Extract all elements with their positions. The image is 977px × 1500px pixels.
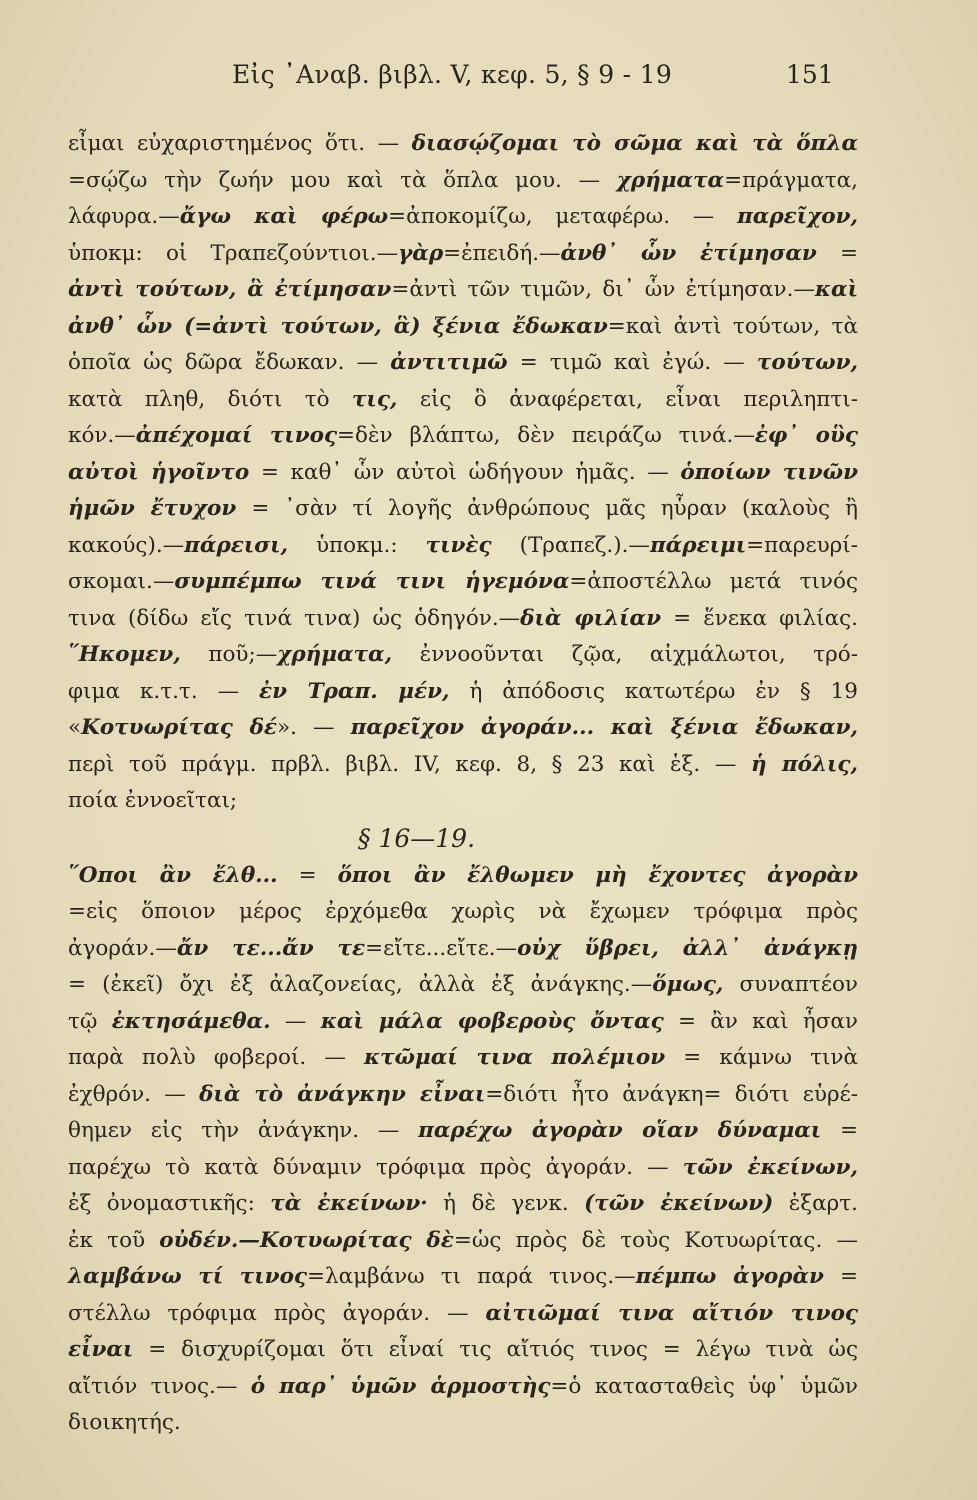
commentary-text <box>68 126 858 1442</box>
text-line: τῷ ἐκτησάμεθα. — καὶ μάλα φοβεροὺς ὄντας = ἂν καὶ ἦσαν <box>68 1008 859 1034</box>
section-heading: § 16—19. <box>358 823 476 853</box>
text-line: λάφυρα.—ἄγω καὶ φέρω=ἀποκομίζω, μεταφέρω. — παρεῖχον, <box>68 204 858 229</box>
text-line: σκομαι.—συμπέμπω τινά τινι ἡγεμόνα=ἀποστέλλω μετά τινός <box>68 569 858 594</box>
text-line: παρὰ πολὺ φοβεροί. — κτῶμαί τινα πολέμιον = κάμνω τινὰ <box>68 1045 858 1070</box>
text-line: «Κοτυωρίτας δέ». — παρεῖχον ἀγοράν... καὶ ξένια ἔδωκαν, <box>68 715 858 740</box>
lemma: γὰρ <box>398 240 444 266</box>
page-number: 151 <box>786 60 834 89</box>
lemma: διὰ φιλίαν <box>520 605 662 631</box>
lemma: ῞Οποι ἂν ἔλθ... <box>68 862 278 888</box>
lemma: καὶ <box>814 277 858 302</box>
text-line: ῞Οποι ἂν ἔλθ... = ὅποι ἂν ἔλθωμεν μὴ ἔχοντες ἀγορὰν <box>68 862 858 888</box>
page-header <box>0 56 977 96</box>
text-line: λαμβάνω τί τινος=λαμβάνω τι παρά τινος.—πέμπω ἀγορὰν = <box>68 1264 858 1289</box>
lemma: οὐχ ὕβρει, ἀλλ᾿ ἀνάγκῃ <box>517 935 858 961</box>
lemma: καὶ μάλα φοβεροὺς ὄντας <box>320 1008 664 1034</box>
lemma: οὐδέν.—Κοτυωρίτας δὲ <box>159 1227 454 1253</box>
lemma: λαμβάνω τί τινος <box>68 1264 308 1289</box>
lemma: ἀπέχομαί τινος <box>135 423 338 448</box>
text-line: περὶ τοῦ πράγμ. πρβλ. βιβλ. IV, κεφ. 8, § 23 καὶ ἑξ. — ἡ πόλις, <box>68 751 859 777</box>
lemma: πάρειμι <box>649 532 747 558</box>
lemma: τὰ ἐκείνων· <box>270 1191 428 1216</box>
lemma: τούτων, <box>756 350 858 375</box>
lemma: ἀντιτιμῶ <box>390 350 508 375</box>
lemma: χρήματα <box>616 167 725 193</box>
lemma: διασῴζομαι τὸ σῶμα καὶ τὰ ὅπλα <box>411 131 859 156</box>
lemma: ὁ παρ᾿ ὑμῶν ἁρμοστὴς <box>250 1373 551 1399</box>
text-line: ἡμῶν ἔτυχον = ᾿σὰν τί λογῆς ἀνθρώπους μᾶς ηὗραν (καλοὺς ἢ <box>68 496 858 521</box>
lemma: παρεῖχον, <box>737 204 858 229</box>
lemma: τις, <box>351 386 398 412</box>
lemma: παρεῖχον ἀγοράν... καὶ ξένια ἔδωκαν, <box>350 715 858 740</box>
lemma: ἄν τε...ἄν τε <box>176 935 366 961</box>
text-line: ἐκ τοῦ οὐδέν.—Κοτυωρίτας δὲ=ὡς πρὸς δὲ τοὺς Κοτυωρίτας. — <box>68 1227 858 1253</box>
running-title: Εἰς ᾿Αναβ. βιβλ. V, κεφ. 5, § 9 - 19 <box>232 60 673 89</box>
lemma: ἐν Τραπ. μέν, <box>259 678 450 704</box>
lemma: Κοτυωρίτας δέ <box>81 715 277 740</box>
lemma: κτῶμαί τινα πολέμιον <box>363 1045 666 1070</box>
text-line: αὐτοὶ ἡγοῖντο = καθ᾿ ὧν αὐτοὶ ὡδήγουν ἡμᾶς. — ὁποίων τινῶν <box>68 459 858 485</box>
text-line: διοικητής. <box>68 1410 181 1435</box>
lemma: διὰ τὸ ἀνάγκην εἶναι <box>199 1081 486 1107</box>
lemma: ἄγω καὶ φέρω <box>179 204 389 229</box>
lemma: συμπέμπω τινά τινι ἡγεμόνα <box>174 569 570 594</box>
text-line: θημεν εἰς τὴν ἀνάγκην. — παρέχω ἀγορὰν οἵαν δύναμαι = <box>68 1118 858 1143</box>
text-line: ἐχθρόν. — διὰ τὸ ἀνάγκην εἶναι=διότι ἦτο ἀνάγκη= διότι εὑρέ- <box>68 1081 858 1107</box>
lemma: ὅμως, <box>652 972 724 997</box>
lemma: εἶναι <box>68 1337 134 1362</box>
lemma: ἀνθ᾿ ὧν ἐτίμησαν <box>560 240 817 266</box>
text-line: =σῴζω τὴν ζωήν μου καὶ τὰ ὅπλα μου. — χρήματα=πράγματα, <box>68 167 858 193</box>
lemma: ἀντὶ τούτων, ἃ ἐτίμησαν <box>68 277 392 302</box>
text-line: ἀντὶ τούτων, ἃ ἐτίμησαν=ἀντὶ τῶν τιμῶν, δι᾿ ὧν ἐτίμησαν.—καὶ <box>68 277 858 302</box>
text-line: παρέχω τὸ κατὰ δύναμιν τρόφιμα πρὸς ἀγοράν. — τῶν ἐκείνων, <box>68 1154 859 1180</box>
text-line: =εἰς ὅποιον μέρος ἐρχόμεθα χωρὶς νὰ ἔχωμεν τρόφιμα πρὸς <box>68 899 858 924</box>
lemma: ἐφ᾿ οὓς <box>754 423 858 448</box>
lemma: ῞Ηκομεν, <box>68 642 181 667</box>
lemma: αἰτιῶμαί τινα αἴτιόν τινος <box>485 1300 859 1326</box>
text-line: εἶμαι εὐχαριστημένος ὅτι. — διασῴζομαι τὸ σῶμα καὶ τὰ ὅπλα <box>68 131 859 156</box>
lemma: (τῶν ἐκείνων) <box>584 1191 774 1216</box>
text-line: εἶναι = δισχυρίζομαι ὅτι εἶναί τις αἴτιός τινος = λέγω τινὰ ὡς <box>68 1337 858 1362</box>
lemma: ὁποίων τινῶν <box>680 459 858 485</box>
lemma: ἡ πόλις, <box>750 751 859 777</box>
lemma: παρέχω ἀγορὰν οἵαν δύναμαι <box>418 1118 822 1143</box>
text-line: τινα (δίδω εἴς τινά τινα) ὡς ὁδηγόν.—διὰ φιλίαν = ἕνεκα φιλίας. <box>68 605 859 631</box>
text-line: στέλλω τρόφιμα πρὸς ἀγοράν. — αἰτιῶμαί τινα αἴτιόν τινος <box>68 1300 859 1326</box>
text-line: = (ἐκεῖ) ὄχι ἐξ ἀλαζονείας, ἀλλὰ ἐξ ἀνάγκης.—ὅμως, συναπτέον <box>68 972 858 997</box>
text-line: ῞Ηκομεν, ποῦ;—χρήματα, ἐννοοῦνται ζῷα, αἰχμάλωτοι, τρό- <box>68 642 858 667</box>
lemma: ἀνθ᾿ ὧν (=ἀντὶ τούτων, ἃ) ξένια ἔδωκαν <box>68 313 608 339</box>
lemma: χρήματα, <box>277 642 393 667</box>
text-line: ποία ἐννοεῖται; <box>68 788 238 813</box>
text-line: ὁποῖα ὡς δῶρα ἔδωκαν. — ἀντιτιμῶ = τιμῶ καὶ ἐγώ. — τούτων, <box>68 350 858 375</box>
lemma: ὅποι ἂν ἔλθωμεν μὴ ἔχοντες ἀγορὰν <box>337 862 858 888</box>
lemma: τινὲς <box>425 532 492 558</box>
text-line: ἐξ ὀνομαστικῆς: τὰ ἐκείνων· ἡ δὲ γενκ. (τῶν ἐκείνων) ἐξαρτ. <box>68 1191 859 1216</box>
lemma: πάρεισι, <box>184 532 288 558</box>
text-line: αἴτιόν τινος.— ὁ παρ᾿ ὑμῶν ἁρμοστὴς=ὁ κατασταθεὶς ὑφ᾿ ὑμῶν <box>68 1373 858 1399</box>
text-line: κόν.—ἀπέχομαί τινος=δὲν βλάπτω, δὲν πειράζω τινά.—ἐφ᾿ οὓς <box>68 423 858 448</box>
lemma: αὐτοὶ ἡγοῖντο <box>68 459 250 485</box>
text-line: κατὰ πληθ, διότι τὸ τις, εἰς ὃ ἀναφέρεται, εἶναι περιληπτι- <box>68 386 858 412</box>
text-line: ἀγοράν.—ἄν τε...ἄν τε=εἴτε...εἴτε.—οὐχ ὕβρει, ἀλλ᾿ ἀνάγκῃ <box>68 935 858 961</box>
text-line: φιμα κ.τ.τ. — ἐν Τραπ. μέν, ἡ ἀπόδοσις κατωτέρω ἐν § 19 <box>68 678 858 704</box>
text-line: ἀνθ᾿ ὧν (=ἀντὶ τούτων, ἃ) ξένια ἔδωκαν=καὶ ἀντὶ τούτων, τὰ <box>68 313 858 339</box>
lemma: τῶν ἐκείνων, <box>682 1154 859 1180</box>
text-line: κακούς).—πάρεισι, ὑποκμ.: τινὲς (Τραπεζ.).—πάρειμι=παρευρί- <box>68 532 858 558</box>
lemma: πέμπω ἀγορὰν <box>635 1264 824 1289</box>
lemma: ἡμῶν ἔτυχον <box>68 496 237 521</box>
lemma: ἐκτησάμεθα. <box>111 1008 271 1034</box>
text-line: ὑποκμ: οἱ Τραπεζούντιοι.—γὰρ=ἐπειδή.—ἀνθ᾿ ὧν ἐτίμησαν = <box>68 240 858 266</box>
